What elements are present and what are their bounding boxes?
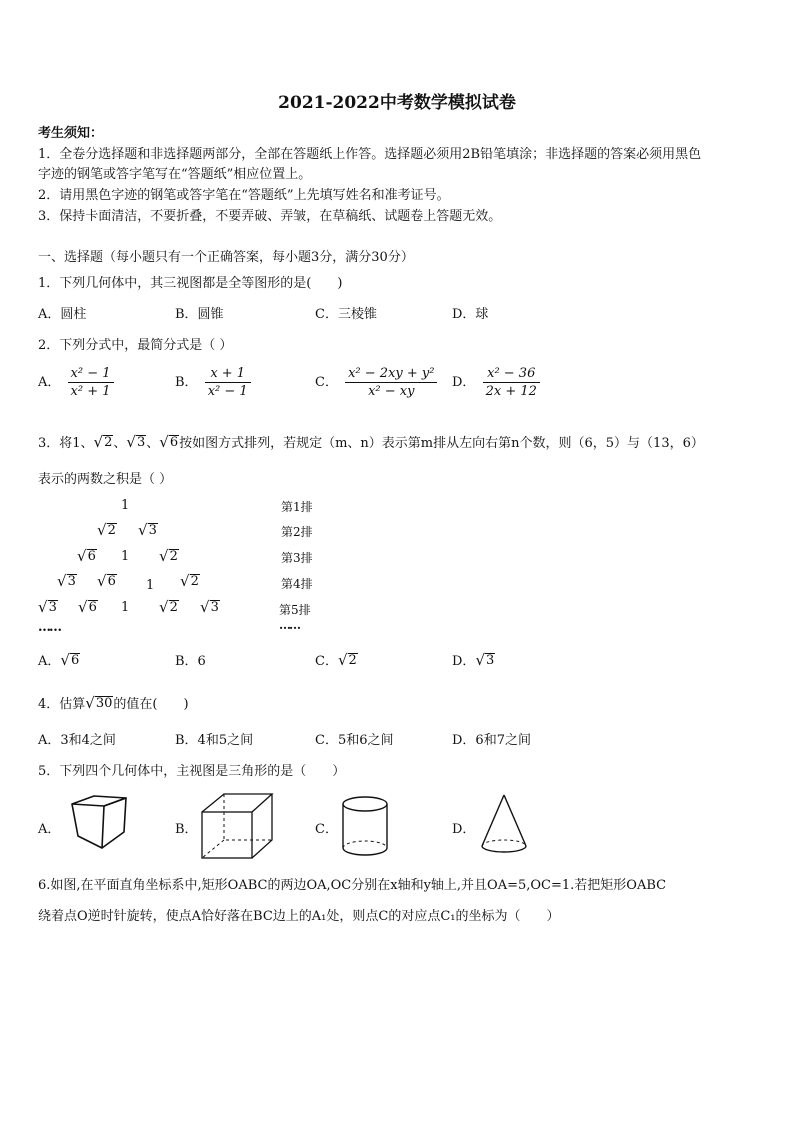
cube-figure [198,790,276,862]
denominator: x² − xy [368,384,415,399]
radicand: 3 [210,600,219,615]
option-label: C． [315,654,338,669]
radicand: 2 [169,549,178,564]
option-label: A． [38,375,61,390]
sqrt-2: √ 2 [93,433,113,451]
q1-option-d: D．球 [452,307,489,322]
stem-text: 、 [146,436,160,451]
stem-text: 4．估算 [38,697,86,712]
triangle-number: 1 [121,549,130,564]
question-2-stem: 2．下列分式中，最简分式是（ ） [38,338,233,353]
radicand: 3 [486,652,495,668]
q2-option-b [175,366,254,399]
triangle-number: √ 2 [180,572,199,591]
option-label: A． [38,654,61,669]
radicand: 6 [88,600,97,615]
numerator: x² − 1 [68,366,114,383]
stem-text: 、 [113,436,127,451]
triangle-number: 1 [121,498,130,513]
q2-option-c [315,366,440,399]
page-title: 2021-2022中考数学模拟试卷 [278,93,516,113]
question-6-line1: 6.如图,在平面直角坐标系中,矩形OABC的两边OA,OC分别在x轴和y轴上,并且OA=5,OC=1.若把矩形OABC [38,878,667,893]
q4-option-d: D．6和7之间 [452,733,531,748]
triangle-number: 1 [146,578,155,593]
q5-option-label-c: C． [315,822,338,837]
fraction [483,366,540,399]
triangle-number: √ 2 [159,547,178,566]
radicand: 3 [148,523,157,538]
radicand: 6 [87,549,96,564]
radicand: 3 [136,434,146,450]
triangle-number: √ 6 [77,547,96,566]
notice-heading: 考生须知： [38,126,104,141]
row-label: 第3排 [281,551,313,565]
question-5-stem: 5．下列四个几何体中，主视图是三角形的是（ ） [38,764,346,779]
q4-option-c: C．5和6之间 [315,733,394,748]
stem-text: 按如图方式排列，若规定（m、n）表示第m排从左向右第n个数，则（6，5）与（13，6） [179,436,704,451]
cylinder-figure [337,794,393,860]
q1-option-b: B．圆锥 [175,307,224,322]
option-label: D． [452,654,476,669]
denominator: x² + 1 [70,384,111,399]
triangle-number: √ 2 [97,521,116,540]
q5-option-label-a: A． [38,822,61,837]
q2-option-d [452,366,543,399]
numerator: x + 1 [205,366,251,383]
q1-option-c: C．三棱锥 [315,307,377,322]
radicand: 2 [104,434,113,450]
triangle-number: 1 [121,600,130,615]
triangle-ellipsis: …… [38,620,60,635]
notice-item: 1．全卷分选择题和非选择题两部分，全部在答题纸上作答。选择题必须用2B铅笔填涂；非选择题的答案必须用黑色 [38,147,702,162]
question-4-stem [38,693,189,712]
stem-text: 的值在( ) [113,697,189,712]
triangle-number: √ 3 [57,572,76,591]
radicand: 2 [169,600,178,615]
cone-figure [476,792,532,858]
radicand: 6 [70,652,80,668]
option-label: B． [175,375,198,390]
question-3-stem-line2: 表示的两数之积是（ ） [38,472,173,487]
stem-text: 3．将1、 [38,436,94,451]
q5-option-label-d: D． [452,822,476,837]
row-label: 第1排 [281,500,313,514]
q3-option-a: A． √ 6 [38,651,80,669]
option-label: D． [452,375,476,390]
triangular-prism-figure [66,792,136,854]
q4-option-a: A．3和4之间 [38,733,116,748]
q5-option-label-b: B． [175,822,198,837]
denominator: 2x + 12 [485,384,537,399]
triangle-number: √ 3 [200,598,219,617]
triangle-number: √ 6 [97,572,116,591]
radicand: 2 [107,523,116,538]
q1-option-a: A．圆柱 [38,307,87,322]
triangle-number: √ 3 [138,521,157,540]
radicand: 30 [95,695,113,711]
notice-item: 3．保持卡面清洁，不要折叠，不要弄破、弄皱，在草稿纸、试题卷上答题无效。 [38,209,502,224]
sqrt-6: √ 6 [159,433,179,451]
row-label: 第4排 [281,577,313,591]
q4-option-b: B．4和5之间 [175,733,254,748]
row-label: 第5排 [279,603,311,617]
fraction [205,366,251,399]
radicand: 2 [348,652,357,668]
fraction [68,366,114,399]
row-label: 第2排 [281,525,313,539]
radicand: 6 [169,434,179,450]
q3-option-c: C． √ 2 [315,651,357,669]
radicand: 6 [107,574,116,589]
denominator: x² − 1 [207,384,248,399]
q2-option-a [38,366,117,399]
question-3-stem [38,432,704,451]
radicand: 2 [190,574,199,589]
numerator: x² − 2xy + y² [345,366,437,383]
radicand: 3 [67,574,76,589]
question-6-line2: 绕着点O逆时针旋转，使点A恰好落在BC边上的A₁处，则点C的对应点C₁的坐标为（ ） [38,909,560,924]
sqrt-3: √ 3 [126,433,146,451]
q3-option-d: D． √ 3 [452,651,495,669]
notice-item: 字迹的钢笔或答字笔写在“答题纸”相应位置上。 [38,167,312,182]
triangle-number: √ 2 [159,598,178,617]
triangle-number: √ 3 [38,598,57,617]
q3-option-b: B．6 [175,654,206,669]
row-ellipsis: …… [279,618,299,632]
section-heading: 一、选择题（每小题只有一个正确答案，每小题3分，满分30分） [38,250,414,265]
question-1-stem: 1．下列几何体中，其三视图都是全等图形的是( ) [38,276,343,291]
option-label: C． [315,375,338,390]
numerator: x² − 36 [483,366,540,383]
fraction [345,366,437,399]
radicand: 3 [48,600,57,615]
notice-item: 2．请用黑色字迹的钢笔或答字笔在“答题纸”上先填写姓名和准考证号。 [38,188,450,203]
sqrt-30: √ 30 [85,694,113,712]
triangle-number: √ 6 [78,598,97,617]
